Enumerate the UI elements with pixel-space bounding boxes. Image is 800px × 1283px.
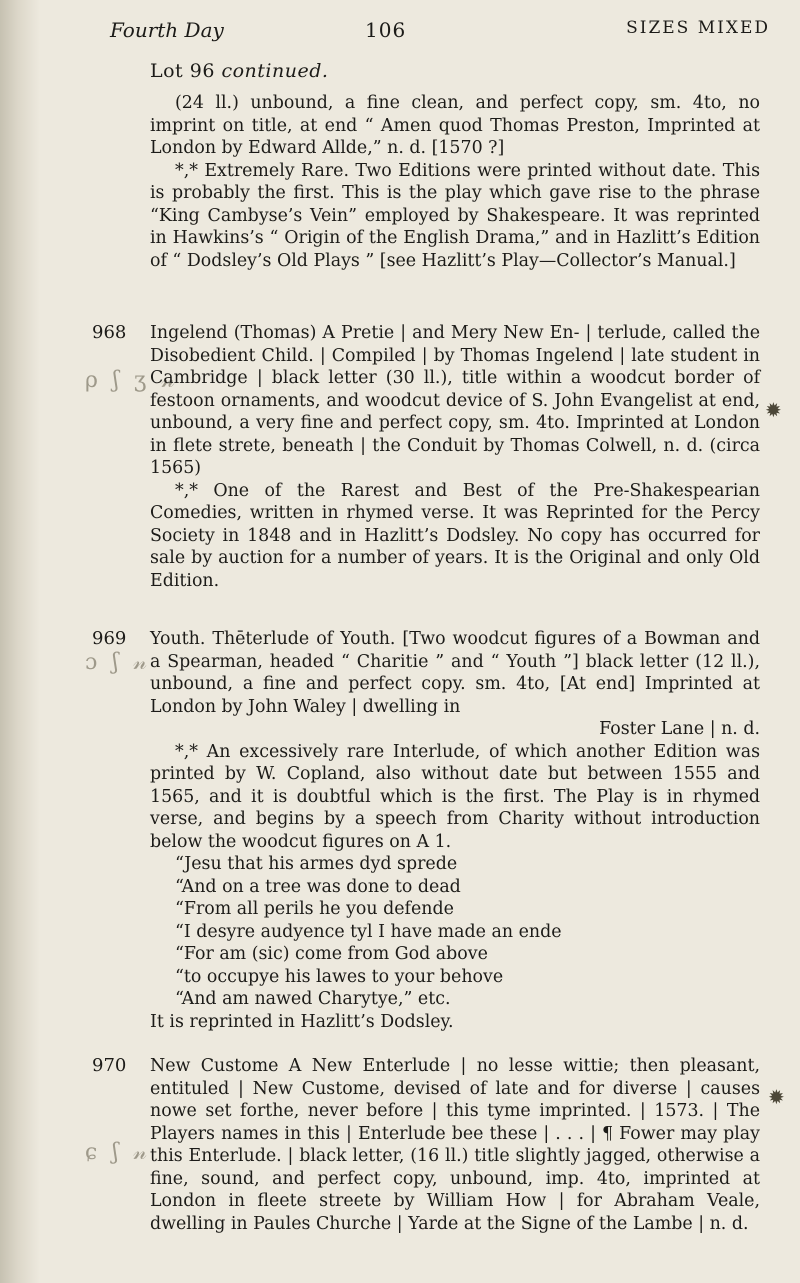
lot-969-imprint-end: Foster Lane | n. d. <box>599 719 760 739</box>
verse-line: “Jesu that his armes dyd sprede <box>175 854 458 874</box>
lot-968-description: Ingelend (Thomas) A Pretie | and Mery New En- | terlude, called the Disobedient Child. | Compiled | by Thomas Ingelend | late student in Cambridge | black letter (30 ll.), title within a woodcut border of festoon ornaments, and woodcut device of S. John Evangelist at end, unbound, a very fine and perfect copy, sm. 4to. Imprinted at London in flete strete, beneath | the Conduit by Thomas Colwell, n. d. (circa 1565) <box>150 323 760 478</box>
lot-970-description: New Custome A New Enterlude | no lesse wittie; then pleasant, entituled | New Custome, devised of late and for diverse | causes nowe set forthe, never before | this tyme imprinted. | 1573. | The Players names in this | Enterlude bee these | . . . | ¶ Fower may play this Enterlude. | black letter, (16 ll.) title slightly jagged, otherwise a fine, sound, and perfect copy, unbound, imp. 4to, imprinted at London in fleete streete by William How | for Abraham Veale, dwelling in Paules Churche | Yarde at the Signe of the Lambe | n. d. <box>150 1056 760 1234</box>
verse-line: “to occupye his lawes to your behove <box>175 966 504 987</box>
page-edge-shadow <box>0 0 40 1283</box>
lot-label: Lot 96 <box>150 60 215 82</box>
header-day: Fourth Day <box>110 18 224 42</box>
verse-line: “And am nawed Charytye,” etc. <box>175 989 451 1009</box>
insect-stain-icon: ✹ <box>768 1085 785 1109</box>
lot-969-note: *,* An excessively rare Interlude, of which another Edition was printed by W. Copland, also without date but between 1555 and 1565, and it is doubtful which is the first. The Play is in rhymed verse, and begins by a speech from Charity without introduction below the woodcut figures on A 1. <box>150 741 760 852</box>
header-section: SIZES MIXED <box>626 18 770 38</box>
lot-968-note: *,* One of the Rarest and Best of the Pre-Shakespearian Comedies, written in rhymed verse. It was Reprinted for the Percy Society in 1848 and in Hazlitt’s Dodsley. No copy has occurred for sale by auction for a number of years. It is the Original and only Old Edition. <box>150 480 760 591</box>
lot-969-description: Youth. Thēterlude of Youth. [Two woodcut figures of a Bowman and a Spearman, headed “ Charitie ” and “ Youth ”] black letter (12 ll.), unbound, a fine and perfect copy. sm. 4to, [At end] Imprinted at London by John Waley | dwelling in <box>150 629 760 717</box>
verse-line: “From all perils he you defende <box>175 899 454 919</box>
page-number: 106 <box>365 18 407 42</box>
lot-continued-heading <box>150 60 328 82</box>
lot-96-entry <box>150 92 760 272</box>
verse-line: “For am (sic) come from God above <box>175 944 488 964</box>
lot-number: 969 <box>92 628 127 649</box>
lot-969-reprint-note: It is reprinted in Hazlitt’s Dodsley. <box>150 1011 454 1032</box>
insect-stain-icon: ✹ <box>765 398 782 422</box>
pencil-mark-969: ɔ ʃ 𝓃 <box>85 650 151 675</box>
pencil-mark-968: ρ ʃ ʒ 𝓃 <box>85 368 179 393</box>
page-header <box>110 18 770 46</box>
lot-continued: continued. <box>221 60 329 82</box>
lot-96-note: *,* Extremely Rare. Two Editions were printed without date. This is probably the first. This is the play which gave rise to the phrase “King Cambyse’s Vein” employed by Shakespeare. It was reprinted in Hawkins’s “ Origin of the English Drama,” and in Hazlitt’s Edition of “ Dodsley’s Old Plays ” [see Hazlitt’s Play—Collector’s Manual.] <box>150 160 760 271</box>
verse-line: “And on a tree was done to dead <box>175 876 461 897</box>
lot-number: 970 <box>92 1055 127 1076</box>
pencil-mark-970: ɕ ʃ 𝓃 <box>85 1140 151 1165</box>
verse-line: “I desyre audyence tyl I have made an ende <box>175 921 562 942</box>
verse-quotation <box>150 853 760 1011</box>
lot-number: 968 <box>92 322 127 343</box>
lot-96-description: (24 ll.) unbound, a fine clean, and perfect copy, sm. 4to, no imprint on title, at end “ Amen quod Thomas Preston, Imprinted at London by Edward Allde,” n. d. [1570 ?] <box>150 93 760 158</box>
